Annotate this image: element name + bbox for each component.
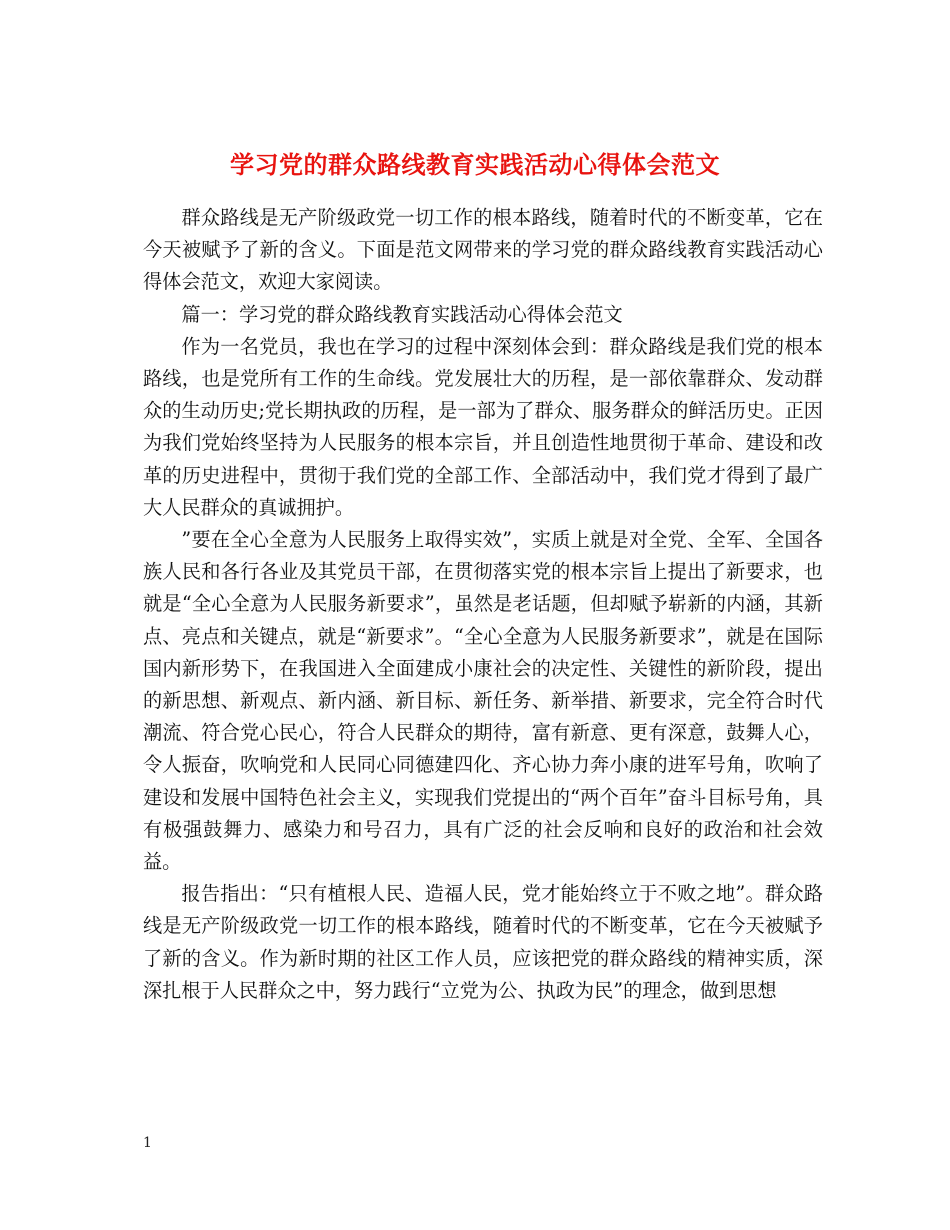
paragraph-body: 作为一名党员，我也在学习的过程中深刻体会到：群众路线是我们党的根本路线，也是党所有工作的生命线。党发展壮大的历程，是一部依靠群众、发动群众的生动历史;党长期执政的历程，是一部为了群众、服务群众的鲜活历史。正因为我们党始终坚持为人民服务的根本宗旨，并且创造性地贯彻于革命、建设和改革的历史进程中，贯彻于我们党的全部工作、全部活动中，我们党才得到了最广大人民群众的真诚拥护。	[143, 334, 823, 519]
page-number: 1	[143, 1135, 152, 1151]
section-heading: 篇一：学习党的群众路线教育实践活动心得体会范文	[181, 302, 623, 326]
document-body	[143, 202, 823, 1007]
paragraph-body: 报告指出：“只有植根人民、造福人民，党才能始终立于不败之地”。群众路线是无产阶级政党一切工作的根本路线，随着时代的不断变革，它在今天被赋予了新的含义。作为新时期的社区工作人员，应该把党的群众路线的精神实质，深深扎根于人民群众之中，努力践行“立党为公、执政为民”的理念，做到思想	[143, 882, 823, 1002]
document-title: 学习党的群众路线教育实践活动心得体会范文	[230, 150, 720, 180]
paragraph-intro: 群众路线是无产阶级政党一切工作的根本路线，随着时代的不断变革，它在今天被赋予了新的含义。下面是范文网带来的学习党的群众路线教育实践活动心得体会范文，欢迎大家阅读。	[143, 206, 823, 294]
paragraph-body: ”要在全心全意为人民服务上取得实效”，实质上就是对全党、全军、全国各族人民和各行各业及其党员干部，在贯彻落实党的根本宗旨上提出了新要求，也就是“全心全意为人民服务新要求”，虽然是老话题，但却赋予崭新的内涵，其新点、亮点和关键点，就是“新要求”。“全心全意为人民服务新要求”，就是在国际国内新形势下，在我国进入全面建成小康社会的决定性、关键性的新阶段，提出的新思想、新观点、新内涵、新目标、新任务、新举措、新要求，完全符合时代潮流、符合党心民心，符合人民群众的期待，富有新意、更有深意，鼓舞人心，令人振奋，吹响党和人民同心同德建四化、齐心协力奔小康的进军号角，吹响了建设和发展中国特色社会主义，实现我们党提出的“两个百年”奋斗目标号角，具有极强鼓舞力、感染力和号召力，具有广泛的社会反响和良好的政治和社会效益。	[143, 528, 823, 874]
